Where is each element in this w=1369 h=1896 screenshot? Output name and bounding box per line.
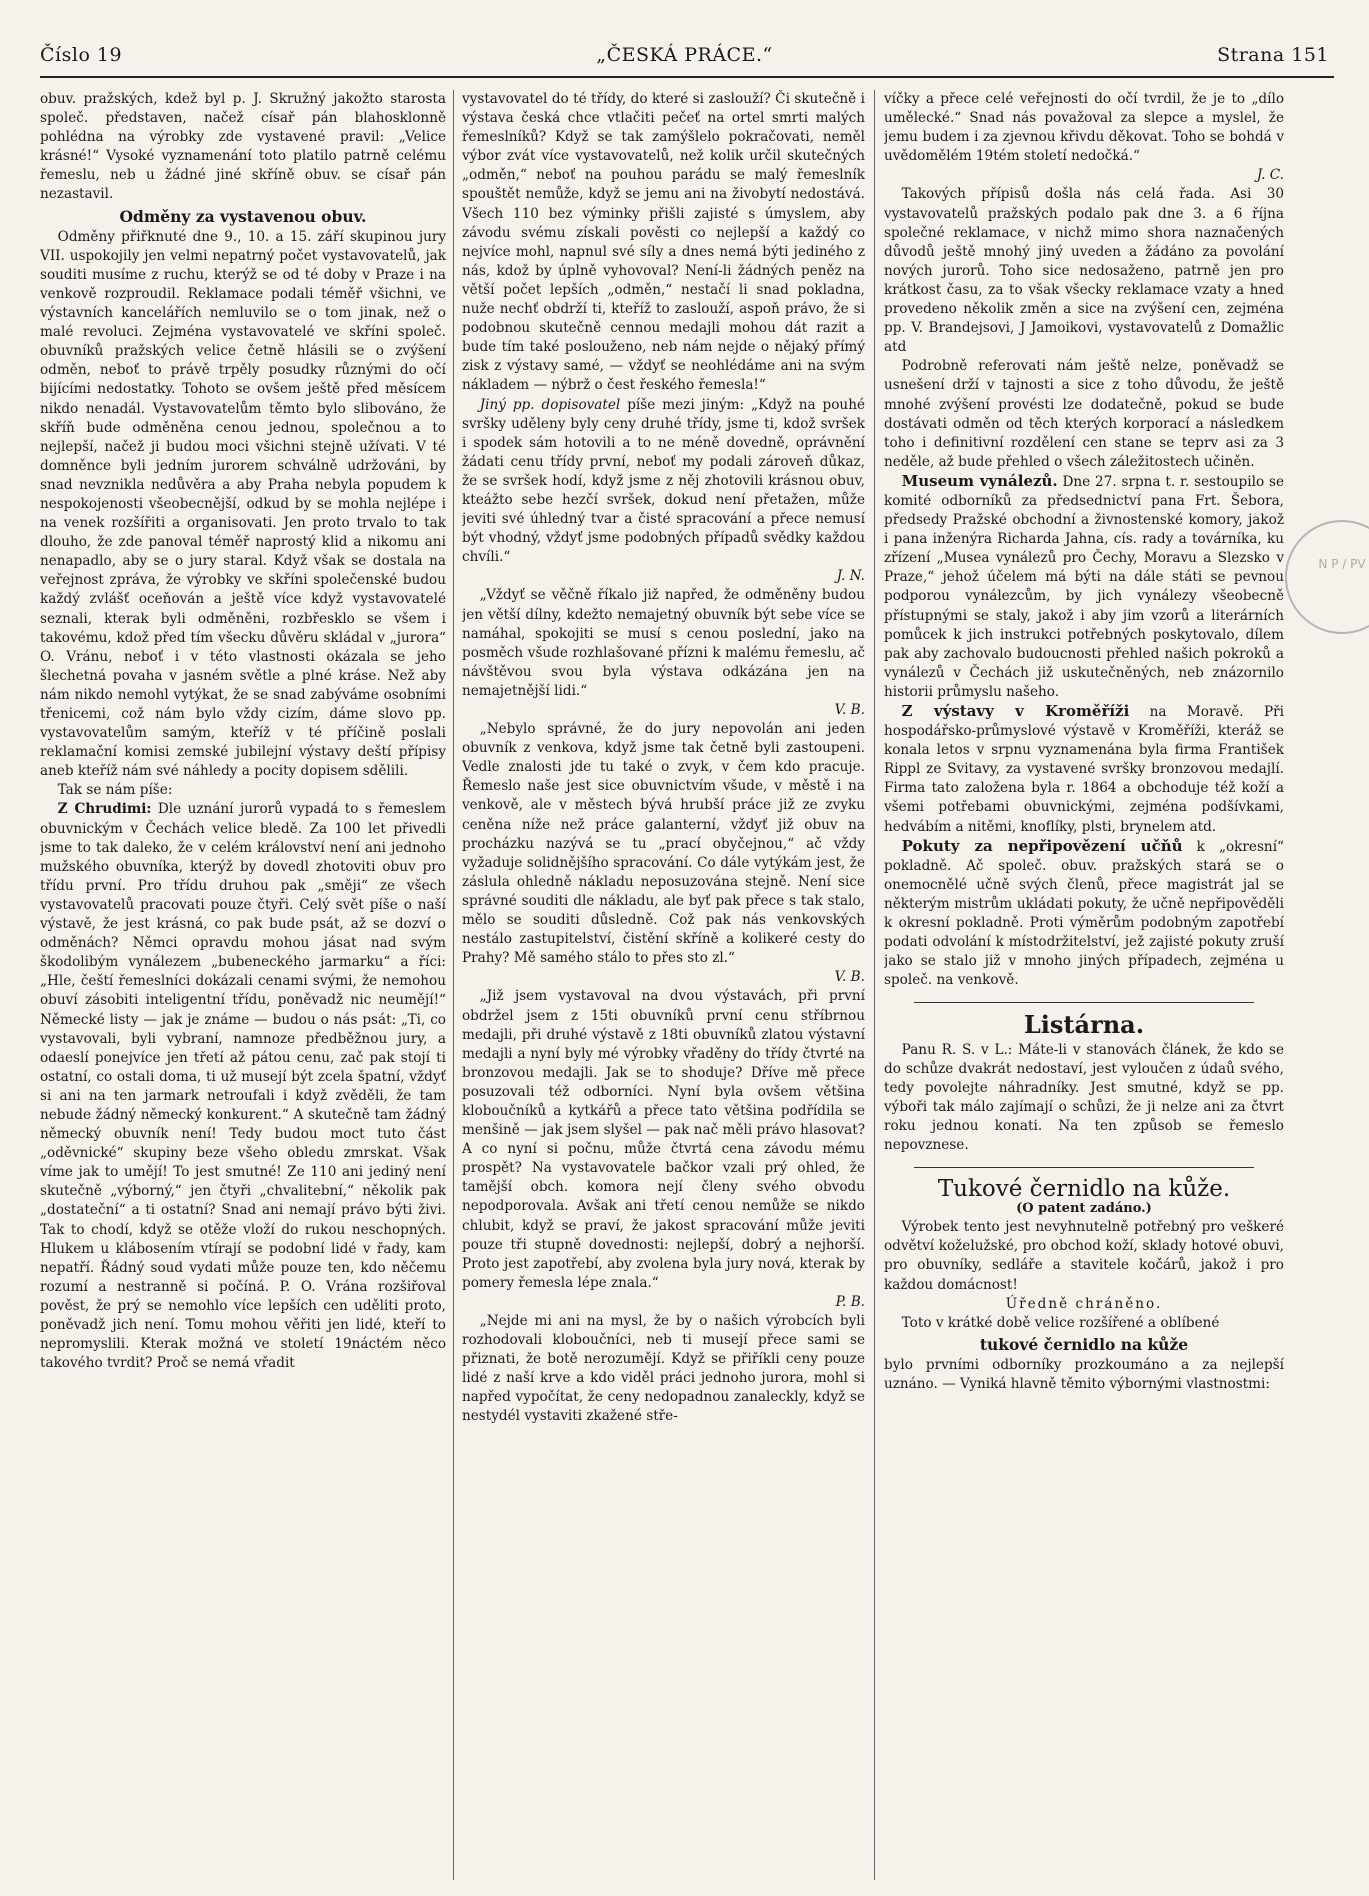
signature: P. B. xyxy=(835,1293,865,1310)
heading-museum: Museum vynálezů. xyxy=(901,471,1058,490)
advert-text: Výrobek tento jest nevyhnutelně potřebný pro veškeré odvětví koželužské, pro obchod koží, sklady hotové obuvi, pro obuvníky, sedláře a stavitele kočárů, jakož i pro každou domácnost! xyxy=(884,1219,1284,1293)
divider xyxy=(914,1167,1254,1168)
signature: V. B. xyxy=(834,702,865,718)
advert-product: tukové černidlo na kůže xyxy=(979,1334,1189,1354)
advert-title: Tukové černidlo na kůže. xyxy=(937,1176,1231,1203)
article-text: „Vždyť se věčně říkalo již napřed, že odměněny budou jen větší dílny, kdežto nemajetný obuvník být sebe více se namáhal, spokojiti se musí s cenou poslední, jako na posměch všude rozhlašované přízni k malému řemeslu, ač návštěvou svou byla výstava odkázána jen na nemajetnější lidi.“ xyxy=(462,587,865,699)
page-number: Strana 151 xyxy=(1217,44,1329,66)
heading-pokuty: Pokuty za nepřipovězení učňů xyxy=(901,836,1183,855)
signature: J. N. xyxy=(836,568,865,585)
article-text: obuv. pražských, kdež byl p. J. Skružný jakožto starosta společ. představen, načež císař pán blahosklonně pohlédna na výrobky zde vystavené pravil: „Velice krásné!“ Vysoké vyznamenání toto platilo patrně celému řemeslu, neb u žádné jiné skříně obuv. se císař pán nezastavil. xyxy=(40,91,446,203)
article-paragraph xyxy=(884,837,1284,991)
heading-kromeriz: Z výstavy v Kroměříži xyxy=(901,702,1130,720)
article-text: Takových přípisů došla nás celá řada. Asi 30 vystavovatelů pražských podalo pak dne 3. a 6 října společné reklamace, v nichž mimo shora naznačených důvodů ještě mnohý jiný uveden a žádáno za povolání nových jurorů. Toho sice nedosaženo, patrně jen pro krátkost času, za to však všecky reklamace vzaty a hned provedeno několik změn a sice na zvýšení cen, zejména pp. V. Brandejsovi, J Jamoikovi, vystavovatelů z Domažlic atd xyxy=(884,186,1284,356)
article-text: „Nejde mi ani na mysl, že by o našich výrobcích byli rozhodovali kloboučníci, neb ti musejí přece sami se přiznati, že botě nerozumějí. Když se přiříkli ceny pouze lidé z naší krve a kdo viděl práci jednoho jurora, mohl si napřed vypočítat, že ceny nedopadnou zanaleckly, když se nestydél vystaviti zkažené stře- xyxy=(462,1313,865,1425)
section-heading-odmeny: Odměny za vystavenou obuv. xyxy=(119,206,367,226)
column-divider-2 xyxy=(874,90,875,1880)
article-text: Dle uznání jurorů vypadá to s řemeslem obuvnickým v Čechách velice bledě. Za 100 let přivedli jsme to tak daleko, že v celém království není ani jednoho mužského obuvníka, kterýž by dovedl zhotoviti obuv pro třídu první. Pro třídu druhou pak „směji“ ze všech vystavovatelů pracovati pouze čtyři. Celý svět píše o naší výstavě, že jest krásná, co pak bude psát, až se dozví o odměnách? Němci opravdu mohou jásat nad svým škodolibým vynálezem „bubeneckého jarmarku“ a říci: „Hle, čeští řemeslníci dokázali cenami svými, že nemohou obuví zásobiti inteligentní třídu, poněvadž nic neumějí!“ Německé listy — jak je známe — budou o nás psát: „Ti, co vystavovali, byli vybraní, namnoze předběžnou jury, a odaeslí ponejvíce jen třetí až pátou cenu, zač pak stojí ti ostatní, co ostali doma, ti už musejí být zcela špatní, vždyť si ani na ten jarmark netroufali i když zvěděli, že tam nebude žádný německý konkurent.“ A skutečně tam žádný německý obuvník není! Tedy budou moct tuto část „oděvnické“ skupiny beze všeho obledu zmrskat. Však víme jak to umějí! To jest smutné! Ze 110 ani jediný není skutečně „výborný,“ jen čtyři „chvalitební,“ několik pak „dostateční“ a ti ostatní? Snad ani nemají právo býti živi. Tak to chodí, když se otěže vloží do rukou neschopných. Hlukem u klábosením vtírají se podobní lidé v řady, kam nepatří. Řádný soud vydati může pouze ten, kdo něčemu rozumí a nestranně si počíná. P. O. Vrána rozšiřoval pověst, že prý se nemohlo více lepších cen uděliti proto, poněvadž jich není. Tomu mohou věřiti jen lidé, kteří to nepromyslili. Kterak možná ve století 19náctém něco takového tvrdit? Proč se nemá vřadit xyxy=(40,801,446,1372)
signature: J. C. xyxy=(1256,167,1284,184)
signature: V. B. xyxy=(834,969,865,986)
article-text: „Již jsem vystavoval na dvou výstavách, při první obdržel jsem z 15ti obuvníků první cenu stříbrnou medajli, při druhé výstavě z 18ti obuvníků zlatou výstavní medajli a nyní byly mé výrobky vřaděny do třídy čtvrté na bronzovou medajli. Jak se to shoduje? Dříve mě přece posuzovali též odborníci. Nyní byla ovšem většina kloboučníků a kytkářů a přece tato většina podřídila se menšině — jak jsem slyšel — pak nač měli právo hlasovat? A co nyní si počnu, může čtvrtá cena závodu mému prospět? Na vystavovatele bačkor vzali prý ohled, že tamější obch. komora nejí členy svého obvodu nepodporovala. Avšak ani třetí cenou nemůže se nikdo chlubit, když se praví, že jakost spracování může jeviti pouze tři stupně dovednosti: nejlepší, dobrý a nejhorší. Proto jest zapotřebí, aby zvolena byla jury nová, kterak by pomery řemesla lépe znala.“ xyxy=(462,988,865,1291)
column-divider-1 xyxy=(453,90,454,1880)
article-paragraph xyxy=(884,472,1284,702)
article-text: vystavovatel do té třídy, do které si zaslouží? Či skutečně i výstava česká chce vtlačiti pečeť na ortel smrti malých řemeslníků? Když se tak zamýšlelo pokračovati, neměl výbor zvát více vystavovatelů, než kolik určil skutečných „odměn,“ neboť na pouhou parádu se malý řemeslník spouštět nemůže, když se jemu ani na živobytí nedostává. Všech 110 bez výminky přišli zajisté s úmyslem, aby závodu svému získali pověsti co nejlepší a každý co nejvíce mohl, napnul své síly a dnes nemá býti jediného z nás, kdož by úplně vyhovoval? Není-li žádných peněz na větší počet lepších „odměn,“ nestačí li snad pokladna, nuže nechť obdrží ti, kteříž to zaslouží, aspoň právo, že si podobnou skutečně cennou medajli mohou dát razit a bude tím také poslouženo, neb nám nejde o nějaký přímý zisk z výstavy samé, — vždyť se neohlédáme ani na svým nákladem — nýbrž o čest řeského řemesla!“ xyxy=(462,91,865,394)
listarna-title: Listárna. xyxy=(1023,1010,1145,1040)
issue-number: Číslo 19 xyxy=(40,44,123,66)
advert-text: bylo prvními odborníky prozkoumáno a za nejlepší uznáno. — Vyniká hlavně těmito výbornými vlastnostmi: xyxy=(884,1356,1284,1392)
article-paragraph xyxy=(462,396,865,568)
advert-subtitle: (O patent zadáno.) xyxy=(1016,1201,1152,1217)
page-header xyxy=(40,44,1329,74)
article-text: k „okresní“ pokladně. Ač společ. obuv. pražských stará se o onemocnělé učně svých členů, přece magistrát jal se některým mistrům ukládati pokuty, že učně nepřipověděli k okresní pokladně. Proti výměrům podobným zapotřebí podati odvolání k místodržitelství, jež zajisté pokuty zruší jako se stalo již v mnoho jiných případech, zejména u společ. na venkově. xyxy=(884,838,1284,989)
advert-text: Toto v krátké době velice rozšířené a oblíbené xyxy=(901,1314,1220,1331)
newspaper-title: „ČESKÁ PRÁCE.“ xyxy=(596,44,773,66)
article-paragraph xyxy=(884,702,1284,837)
lead-dopisovatel: Jiný pp. dopisovatel xyxy=(479,396,621,413)
header-rule xyxy=(40,76,1334,78)
library-stamp xyxy=(1285,520,1369,634)
article-text: na Moravě. Při hospodářsko-průmyslové výstavě v Kroměříži, kteráž se konala letos v srpnu vyznamenána byla firma František Rippl ze Svitavy, za vystavené svršky bronzovou medajlí. Firma tato založena byla r. 1864 a obchoduje též koží a všemi potřebami obuvnickými, zejména podšívkami, hedvábím a nitěmi, knoflíky, plsti, brynelem atd. xyxy=(884,704,1284,835)
advert-protected: Úředně chráněno. xyxy=(1005,1295,1163,1312)
stamp-text: N P / PV xyxy=(1318,557,1366,571)
column-1 xyxy=(40,90,446,1880)
article-text: Podrobně referovati nám ještě nelze, poněvadž se usnešení drží v tajnosti a sice z toho důvodu, že ještě mnohé zvýšení provésti lze dodatečně, pokud se bude dostávati odměn od těch kterých korporací a následkem toho i definitivní rozdělení cen stane se teprv asi za 3 neděle, až bude přehled o všech záležitostech učiněn. xyxy=(884,358,1284,470)
divider xyxy=(914,1002,1254,1003)
article-text: víčky a přece celé veřejnosti do očí tvrdil, že je to „dílo umělecké.“ Snad nás považoval za slepce a myslel, že jemu budem i za zjevnou křivdu děkovat. Toho se bohdá v uvědomělém 19tém století nedočká.“ xyxy=(884,91,1284,165)
article-text: Odměny přiřknuté dne 9., 10. a 15. září skupinou jury VII. uspokojily jen velmi nepatrný počet vystavovatelů, jak souditi musíme z ruchu, kterýž se od té doby v Praze i na venkově rozproudil. Reklamace podali téměř všichni, ve výstavních kancelářích nemluvilo se o tom jinak, než o malé revoluci. Zejména vystavovatelé ve skříni společ. obuvníků pražských velice četně hlásili se o zvýšení odměn, neboť to právě trpěly posudky různými do očí bijícími nedostatky. Tohoto se ovšem ještě před měsícem nikdo nenadál. Vystavovatelům těmto bylo slibováno, že skříň bude odměněna cenou jednou, společnou a to nejlepší, načež ji budou moci všichni stejně užívati. V té domněnce byli jedním jurorem schválně udržováni, by snad nevznikla nedůvěra a aby Praha nebyla popudem k nespokojenosti všeobecnější, odkud by se mohla nejlépe i na venek rozšířiti a organisovati. Jen proto trvalo to tak dlouho, že zde panoval téměř naprostý klid a nikomu ani nenapadlo, aby se o jury staral. Když však se dostala na veřejnost zpráva, že výrobky ve skříni společenské budou každý zvlášť oceňován a ještě více když vystavovatelé seznali, kterak byli odměněni, rozbřesklo se všem i takovému, kdož před tím všecku důvěru skládal v „jurora“ O. Vránu, neboť i v této vlastnosti okázala se jeho šlechetná povaha v jasném světle a plné kráse. Než aby nám nikdo nemohl vytýkat, že se snad zabýváme osobními třenicemi, což nám bylo vždy cizím, dáme slovo pp. vystavovatelům samým, kteříž v té příčině poslali reklamační komisi zemské jubilejní výstavy deští přípisy aneb kteříž nám své náhledy a pocity dopisem sdělili. xyxy=(40,228,446,780)
column-2 xyxy=(462,90,865,1880)
article-text: „Nebylo správné, že do jury nepovolán ani jeden obuvník z venkova, když jsme tak četně byli zastoupeni. Vedle znalosti jde tu také o zvyk, v čem kdo pracuje. Řemeslo naše jest sice obuvnictvím všude, v městě i na venkově, ale v městech bývá hrubší práce již ze zvyku ceněna níže než práce galanterní, vždyť již obuv na procházku nazývá se tu „prací obyčejnou,“ ač vždy vyžaduje solidnějšího spracování. Co dále vytýkám jest, že záslula ohledně nákladu neposuzována stejně. Není sice správné souditi dle nákladu, ale byť pak přece s tak stalo, mělo se souditi důsledně. Což pak nás venkovských nestálo zastupitelství, čistění skříně a kolikeré cesty do Prahy? Mě samého stálo to přes sto zl.“ xyxy=(462,721,865,967)
lead-chrudim: Z Chrudimi: xyxy=(57,801,152,818)
column-3 xyxy=(884,90,1284,1880)
article-text: Tak se nám píše: xyxy=(57,782,173,799)
article-paragraph xyxy=(40,800,446,1373)
article-text: píše mezi jiným: „Když na pouhé svršky uděleny byly ceny druhé třídy, jsme ti, kdož svršek i spodek sám hotovili a to ne méně dovedně, oprávnění žádati cenu třídy první, neboť my podali zároveň důkaz, že se svršek hodí, když jsme z něj zhotovili krásnou obuv, kteážto sebe hezčí svršek, dokud není přetažen, může jeviti své úhledný tvar a čisté spracování a přece nemusí být vhodný, vždyť jsme podobných případů svědky každou chvíli.“ xyxy=(462,396,865,566)
listarna-text: Panu R. S. v L.: Máte-li v stanovách článek, že kdo se do schůze dvakrát nedostaví, jest vyloučen z údaů svého, tedy povolejte náhradníky. Jest smutné, když se pp. výboři tak málo zajímají o schůzi, že ji nelze ani za čtvrt roku jednou konati. Na ten způsob se řemeslo nepovznese. xyxy=(884,1041,1284,1153)
article-text: Dne 27. srpna t. r. sestoupilo se komité odborníků za předsednictví pana Frt. Šebora, předsedy Pražské obchodní a živnostenské komory, jakož i pana inženýra Richarda Jahna, cís. rady a továrníka, ku zřízení „Musea vynálezů pro Čechy, Moravu a Slezsko v Praze,“ jehož účelem má býti na dále státi se pevnou podporou vynálezcům, by jich vynálezy všeobecně přístupnými se staly, jakož i aby jim vzorů a literárních pomůcek k jich instrukci potřebných poskytovalo, dílem pak aby zachovalo budoucnosti přehled našich pokroků a vynálezů v Čechách již uskutečněných, neb znázornilo historii průmyslu našeho. xyxy=(884,473,1284,700)
